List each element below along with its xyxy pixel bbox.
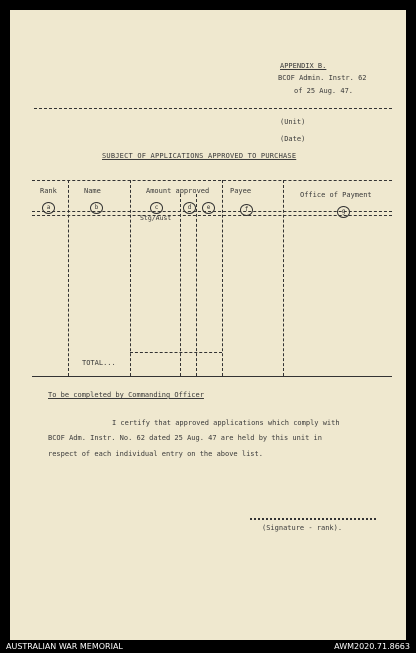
column-marker-g: g: [337, 206, 350, 218]
completion-heading: To be completed by Commanding Officer: [48, 391, 204, 399]
top-rule: [34, 108, 392, 109]
column-marker-e: e: [202, 202, 215, 214]
column-header-rank: Rank: [40, 187, 57, 195]
column-marker-b: b: [90, 202, 103, 214]
column-divider: [283, 180, 284, 376]
instruction-reference: BCOF Admin. Instr. 62: [278, 74, 367, 82]
column-header-amount: Amount approved: [146, 187, 210, 195]
footer-institution: AUSTRALIAN WAR MEMORIAL: [6, 642, 123, 651]
column-divider: [180, 194, 181, 376]
signature-line: [250, 518, 376, 520]
instruction-date: of 25 Aug. 47.: [294, 87, 354, 95]
date-label: (Date): [280, 135, 306, 143]
column-header-office: Office of Payment: [300, 191, 372, 199]
column-divider: [222, 180, 223, 376]
footer-accession-number: AWM2020.71.8663: [334, 642, 410, 651]
appendix-label: APPENDIX B.: [280, 62, 327, 70]
total-rule-top: [130, 352, 222, 353]
column-marker-d: d: [183, 202, 196, 214]
column-divider: [68, 180, 69, 376]
unit-label: (Unit): [280, 118, 306, 126]
column-marker-f: f: [240, 204, 253, 216]
certify-line: I certify that approved applications which comply with: [112, 419, 340, 427]
total-label: TOTAL...: [82, 359, 116, 367]
table-top-rule: [32, 180, 392, 181]
amount-currency-label: Stg/Aust: [140, 214, 172, 222]
column-marker-c: c: [150, 202, 163, 214]
column-header-payee: Payee: [230, 187, 252, 195]
column-divider: [196, 194, 197, 376]
certify-line: respect of each individual entry on the above list.: [48, 450, 263, 458]
certify-line: BCOF Adm. Instr. No. 62 dated 25 Aug. 47 are held by this unit in: [48, 434, 322, 442]
document-title: SUBJECT OF APPLICATIONS APPROVED TO PURCHASE: [102, 152, 297, 160]
column-marker-a: a: [42, 202, 55, 214]
signature-label: (Signature - rank).: [262, 524, 343, 532]
column-divider: [130, 180, 131, 376]
table-bottom-rule: [32, 376, 392, 377]
column-header-name: Name: [84, 187, 101, 195]
document-page: [10, 10, 406, 640]
